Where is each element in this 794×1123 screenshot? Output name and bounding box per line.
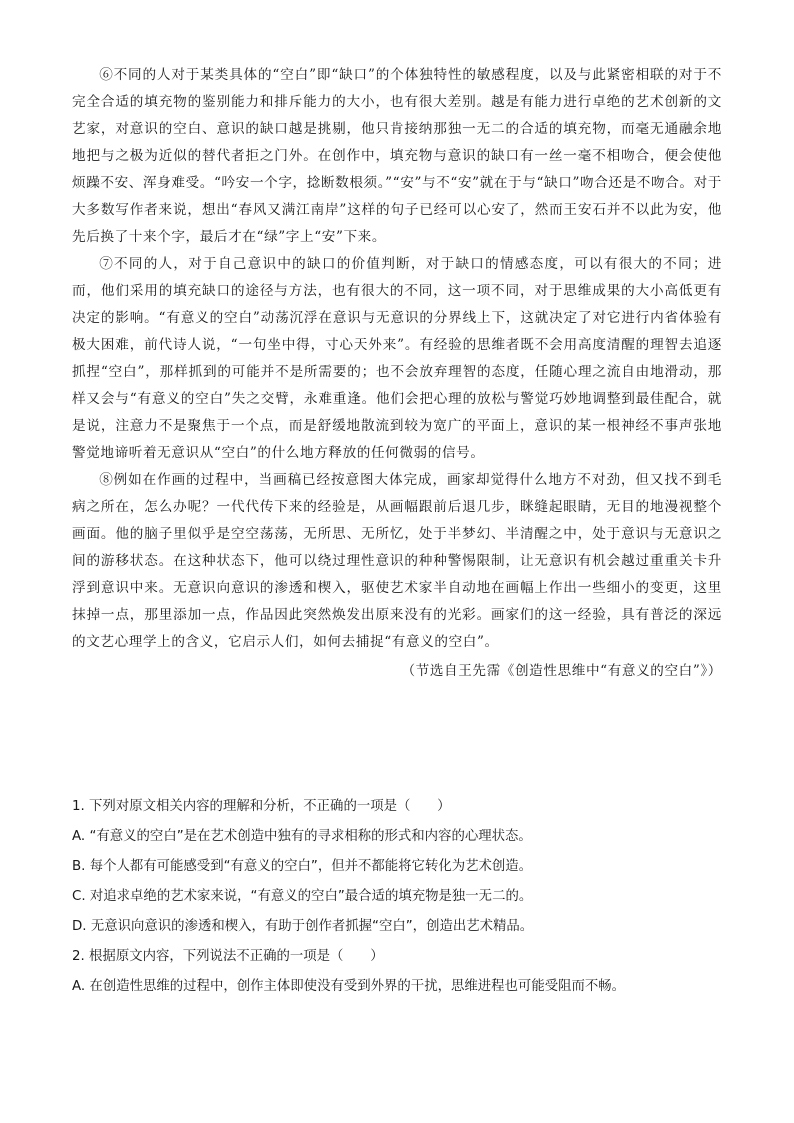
question-2-option-a: A. 在创造性思维的过程中，创作主体即使没有受到外界的干扰，思维进程也可能受阻而不畅。: [72, 979, 626, 994]
question-2-stem: 2. 根据原文内容，下列说法不正确的一项是（ ）: [72, 949, 384, 964]
question-section: [72, 792, 722, 1002]
paragraph-8: ⑧例如在作画的过程中，当画稿已经按意图大体完成，画家却觉得什么地方不对劲，但又找不到毛病之所在，怎么办呢？一代代传下来的经验是，从画幅跟前后退几步，眯缝起眼睛，无目的地漫视整个画面。他的脑子里似乎是空空荡荡，无所思、无所忆，处于半梦幻、半清醒之中，处于意识与无意识之间的游移状态。在这种状态下，他可以绕过理性意识的种种警惕限制，让无意识有机会越过重重关卡升浮到意识中来。无意识向意识的渗透和楔入，驱使艺术家半自动地在画幅上作出一些细小的变更，这里抹掉一点，那里添加一点，作品因此突然焕发出原来没有的光彩。画家们的这一经验，具有普泛的深远的文艺心理学上的含义，它启示人们，如何去捕捉“有意义的空白”。: [72, 472, 722, 650]
question-1-option-a: A. “有意义的空白”是在艺术创造中独有的寻求相称的形式和内容的心理状态。: [72, 829, 532, 844]
passage-source: （节选自王先霈《创造性思维中“有意义的空白”》）: [401, 663, 722, 679]
question-1-option-c: C. 对追求卓绝的艺术家来说，“有意义的空白”最合适的填充物是独一无二的。: [72, 889, 533, 904]
question-1-option-d: D. 无意识向意识的渗透和楔入，有助于创作者抓握“空白”，创造出艺术精品。: [72, 919, 534, 934]
question-1-stem: 1. 下列对原文相关内容的理解和分析，不正确的一项是（ ）: [72, 799, 451, 814]
paragraph-7: ⑦不同的人，对于自己意识中的缺口的价值判断，对于缺口的情感态度，可以有很大的不同；进而，他们采用的填充缺口的途径与方法，也有很大的不同，这一项不同，对于思维成果的大小高低更有决定的影响。“有意义的空白”动荡沉浮在意识与无意识的分界线上下，这就决定了对它进行内省体验有极大困难，前代诗人说，“一句坐中得，寸心天外来”。有经验的思维者既不会用高度清醒的理智去追逐抓捏“空白”，那样抓到的可能并不是所需要的；也不会放弃理智的态度，任随心理之流自由地滑动，那样又会与“有意义的空白”失之交臂，永难重逢。他们会把心理的放松与警觉巧妙地调整到最佳配合，就是说，注意力不是聚焦于一个点，而是舒缓地散流到较为宽广的平面上，意识的某一根神经不事声张地警觉地谛听着无意识从“空白”的什么地方释放的任何微弱的信号。: [72, 256, 722, 461]
reading-passage: [72, 62, 722, 685]
question-1-option-b: B. 每个人都有可能感受到“有意义的空白”，但并不都能将它转化为艺术创造。: [72, 859, 533, 874]
paragraph-6: ⑥不同的人对于某类具体的“空白”即“缺口”的个体独特性的敏感程度，以及与此紧密相联的对于不完全合适的填充物的鉴别能力和排斥能力的大小，也有很大差别。越是有能力进行卓绝的艺术创新的文艺家，对意识的空白、意识的缺口越是挑剔，他只肯接纳那独一无二的合适的填充物，而毫无通融余地地把与之极为近似的替代者拒之门外。在创作中，填充物与意识的缺口有一丝一毫不相吻合，便会使他烦躁不安、浑身难受。“吟安一个字，捻断数根须。”“安”与不“安”就在于与“缺口”吻合还是不吻合。对于大多数写作者来说，想出“春风又满江南岸”这样的句子已经可以心安了，然而王安石并不以此为安，他先后换了十来个字，最后才在“绿”字上“安”下来。: [72, 67, 722, 245]
